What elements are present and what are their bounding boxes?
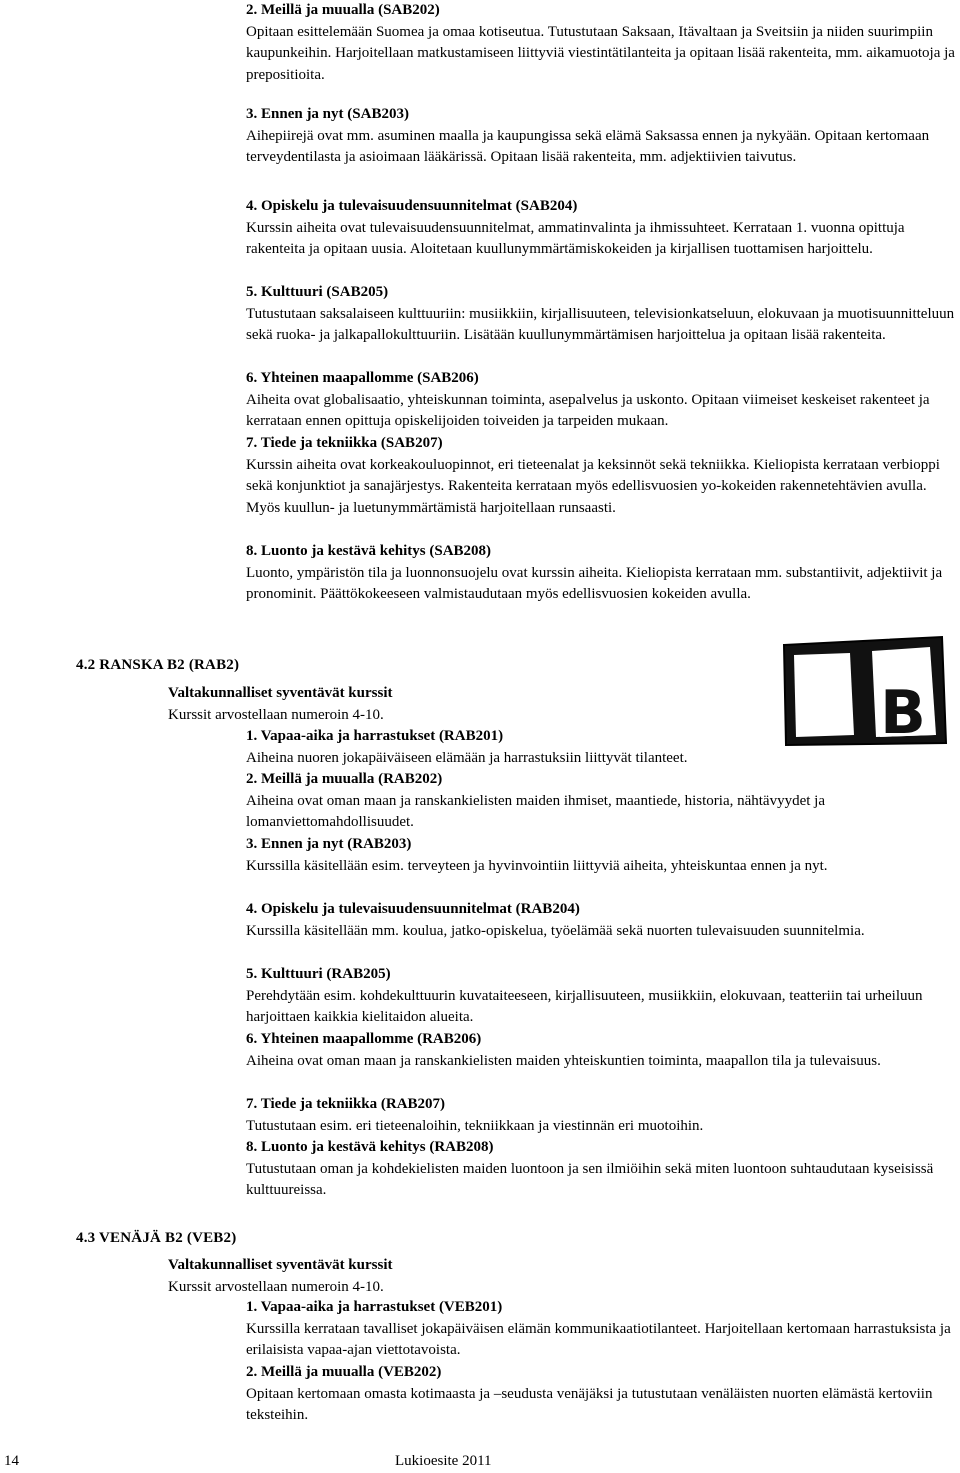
course-title: 1. Vapaa-aika ja harrastukset (VEB201) bbox=[246, 1299, 503, 1315]
page-footer bbox=[0, 1443, 960, 1467]
course-title: 3. Ennen ja nyt (SAB203) bbox=[246, 106, 409, 122]
course-title: 4. Opiskelu ja tulevaisuudensuunnitelmat (RAB204) bbox=[246, 901, 580, 917]
course-sab203 bbox=[246, 104, 958, 169]
course-description: Kurssin aiheita ovat tulevaisuudensuunnitelmat, ammatinvalinta ja ihmissuhteet. Kerrataan 1. vuonna opittuja rakenteita ja opitaan uusia. Aloitetaan kuullunymmärtämiskokeiden ja kirjallisen tuottamisen harjoittelu. bbox=[246, 219, 905, 258]
course-rab201 bbox=[246, 726, 958, 769]
course-description: Opitaan esittelemään Suomea ja omaa kotiseutua. Tutustutaan Saksaan, Itävaltaan ja Sveitsiin ja niiden suurimpiin kaupunkeihin. Harjoitellaan matkustamiseen liittyviä viestintätilanteita ja opitaan lisää rakenteita, mm. aikamuotoja ja prepositioita. bbox=[246, 23, 955, 83]
course-description: Aiheina ovat oman maan ja ranskankielisten maiden ihmiset, maantiede, historia, nähtävyydet ja lomanviettomahdollisuudet. bbox=[246, 792, 825, 831]
course-description: Kurssilla käsitellään esim. terveyteen ja hyvinvointiin liittyviä aiheita, yhteiskuntaa ennen ja nyt. bbox=[246, 857, 828, 874]
course-rab207 bbox=[246, 1094, 958, 1137]
section-intro-rab bbox=[168, 683, 393, 726]
course-veb201 bbox=[246, 1297, 958, 1362]
course-title: 5. Kulttuuri (SAB205) bbox=[246, 284, 389, 300]
course-description: Kurssin aiheita ovat korkeakouluopinnot, eri tieteenalat ja keksinnöt sekä tekniikka. Kieliopista kerrataan verbioppi sekä konjunktiot ja sanajärjestys. Rakenteita kerrataan myös edellisvuosien yo-kokeiden rakennetehtävien avulla. Myös kuullun- ja luetunymmärtämistä harjoitellaan runsaasti. bbox=[246, 456, 940, 516]
course-description: Aihepiirejä ovat mm. asuminen maalla ja kaupungissa sekä elämä Saksassa ennen ja nykyään. Opitaan kertomaan terveydentilasta ja asioimaan lääkärissä. Opitaan lisää rakenteita, mm. adjektiivien taivutus. bbox=[246, 127, 930, 166]
course-description: Tutustutaan oman ja kohdekielisten maiden luontoon ja sen ilmiöihin sekä miten luontoon suhtaudutaan kyseisissä kulttuureissa. bbox=[246, 1160, 934, 1199]
course-description: Tutustutaan esim. eri tieteenaloihin, tekniikkaan ja viestinnän eri muotoihin. bbox=[246, 1117, 704, 1134]
course-rab204 bbox=[246, 899, 958, 942]
course-sab208 bbox=[246, 541, 958, 606]
course-rab203 bbox=[246, 834, 958, 877]
course-title: 6. Yhteinen maapallomme (SAB206) bbox=[246, 370, 479, 386]
grading-note: Kurssit arvostellaan numeroin 4-10. bbox=[168, 706, 384, 723]
section-heading-veb: 4.3 VENÄJÄ B2 (VEB2) bbox=[76, 1230, 237, 1246]
course-sab206 bbox=[246, 368, 958, 433]
course-description: Aiheina nuoren jokapäiväiseen elämään ja harrastuksiin liittyvät tilanteet. bbox=[246, 749, 688, 766]
course-description: Tutustutaan saksalaiseen kulttuuriin: musiikkiin, kirjallisuuteen, televisionkatseluun, elokuvaan ja muotisuunnitteluun sekä ruoka- ja jalkapallokulttuuriin. Lisätään kuullunymmärtämisen harjoittelua ja opitaan lisää rakenteita. bbox=[246, 305, 955, 344]
course-title: 6. Yhteinen maapallomme (RAB206) bbox=[246, 1031, 482, 1047]
course-description: Kurssilla kerrataan tavalliset jokapäiväisen elämän kommunikaatiotilanteet. Harjoitellaan kertomaan harrastuksista ja erilaisista vapaa-ajan viettotavoista. bbox=[246, 1320, 951, 1359]
course-title: 3. Ennen ja nyt (RAB203) bbox=[246, 836, 412, 852]
course-rab208 bbox=[246, 1137, 958, 1202]
course-title: 8. Luonto ja kestävä kehitys (RAB208) bbox=[246, 1139, 494, 1155]
logo-letter: B bbox=[880, 678, 926, 747]
section-subheading: Valtakunnalliset syventävät kurssit bbox=[168, 685, 393, 701]
course-description: Aiheina ovat oman maan ja ranskankielisten maiden yhteiskuntien toiminta, maapallon tila ja tulevaisuus. bbox=[246, 1052, 881, 1069]
course-veb202 bbox=[246, 1362, 958, 1427]
grading-note: Kurssit arvostellaan numeroin 4-10. bbox=[168, 1278, 384, 1295]
course-description: Opitaan kertomaan omasta kotimaasta ja –seudusta venäjäksi ja tutustutaan venäläisten nuorten elämästä kertoviin teksteihin. bbox=[246, 1385, 933, 1424]
section-heading-rab: 4.2 RANSKA B2 (RAB2) bbox=[76, 657, 240, 673]
course-title: 4. Opiskelu ja tulevaisuudensuunnitelmat (SAB204) bbox=[246, 198, 578, 214]
course-title: 5. Kulttuuri (RAB205) bbox=[246, 966, 391, 982]
course-sab205 bbox=[246, 282, 958, 347]
course-title: 7. Tiede ja tekniikka (SAB207) bbox=[246, 435, 443, 451]
section-intro-veb bbox=[168, 1255, 393, 1298]
page-number: 14 bbox=[4, 1453, 19, 1469]
footer-title: Lukioesite 2011 bbox=[395, 1453, 492, 1469]
course-title: 2. Meillä ja muualla (RAB202) bbox=[246, 771, 443, 787]
course-title: 1. Vapaa-aika ja harrastukset (RAB201) bbox=[246, 728, 504, 744]
course-rab206 bbox=[246, 1029, 958, 1072]
course-description: Perehdytään esim. kohdekulttuurin kuvataiteeseen, kirjallisuuteen, musiikkiin, elokuvaan, teatteriin tai urheiluun harjoittaen kaikkia kielitaidon alueita. bbox=[246, 987, 923, 1026]
course-sab202 bbox=[246, 0, 958, 86]
course-description: Luonto, ympäristön tila ja luonnonsuojelu ovat kurssin aiheita. Kieliopista kerrataan mm. substantiivit, adjektiivit ja pronominit. Päättökokeeseen valmistaudutaan myös edellisvuosien kokeiden avulla. bbox=[246, 564, 943, 603]
course-sab204 bbox=[246, 196, 958, 261]
course-description: Kurssilla käsitellään mm. koulua, jatko-opiskelua, työelämää sekä nuorten tulevaisuuden suunnitelmia. bbox=[246, 922, 865, 939]
course-rab202 bbox=[246, 769, 958, 834]
section-subheading: Valtakunnalliset syventävät kurssit bbox=[168, 1257, 393, 1273]
course-title: 8. Luonto ja kestävä kehitys (SAB208) bbox=[246, 543, 492, 559]
course-sab207 bbox=[246, 433, 958, 519]
course-description: Aiheita ovat globalisaatio, yhteiskunnan toiminta, asepalvelus ja uskonto. Opitaan viimeiset keskeiset rakenteet ja kerrataan ennen opittuja opiskelijoiden toiveiden ja tarpeiden mukaan. bbox=[246, 391, 930, 430]
course-title: 2. Meillä ja muualla (SAB202) bbox=[246, 2, 440, 18]
course-title: 2. Meillä ja muualla (VEB202) bbox=[246, 1364, 442, 1380]
course-title: 7. Tiede ja tekniikka (RAB207) bbox=[246, 1096, 446, 1112]
course-rab205 bbox=[246, 964, 958, 1029]
